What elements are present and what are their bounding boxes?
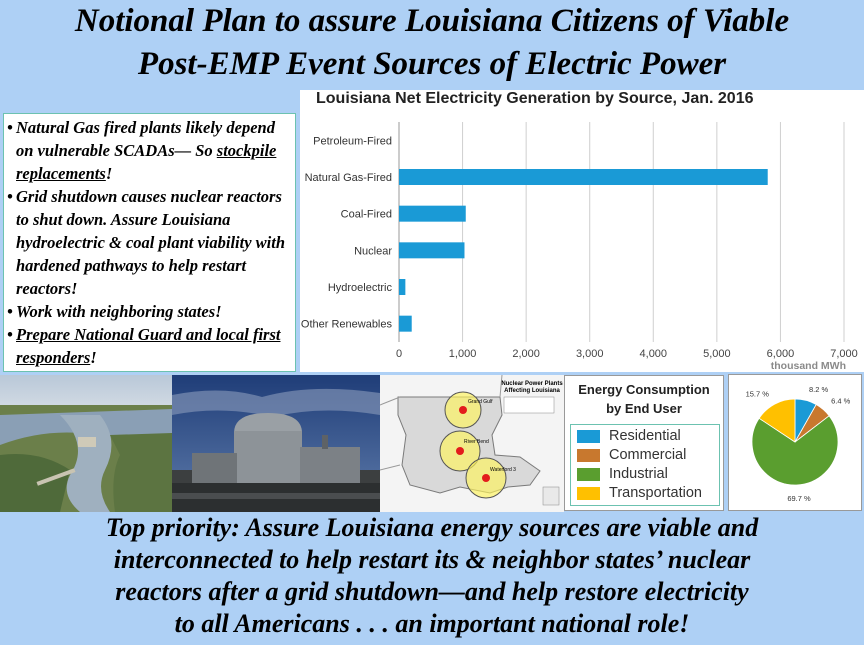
map-label-grand-gulf: Grand Gulf bbox=[468, 399, 493, 405]
category-label: Nuclear bbox=[354, 245, 392, 258]
river-aerial-image bbox=[0, 375, 172, 512]
consumption-legend-panel bbox=[564, 375, 724, 511]
consumption-legend bbox=[570, 424, 720, 506]
slide-title bbox=[0, 0, 864, 86]
legend-item-transportation: Transportation bbox=[577, 484, 719, 503]
stockpile-link: stockpile replacements bbox=[16, 141, 277, 183]
x-tick-label: 5,000 bbox=[703, 348, 731, 360]
bar bbox=[399, 169, 768, 185]
map-label-waterford: Waterford 3 bbox=[490, 467, 516, 473]
x-tick-label: 4,000 bbox=[639, 348, 668, 360]
map-title-line-1: Nuclear Power Plants bbox=[501, 381, 563, 387]
bullet-national-guard: • Prepare National Guard and local first responders! bbox=[7, 323, 291, 369]
bullet-grid-shutdown: • Grid shutdown causes nuclear reactors to shut down. Assure Louisiana hydroelectric & coal plant viability with hardened pathways to help restart reactors! bbox=[7, 185, 291, 300]
consumption-pie-panel bbox=[728, 374, 862, 511]
map-label-river-bend: River Bend bbox=[464, 439, 489, 445]
pie-label: 8.2 % bbox=[809, 384, 829, 394]
consumption-title: Energy Consumption by End User bbox=[578, 382, 710, 416]
consumption-pie-chart bbox=[729, 375, 861, 510]
category-label: Petroleum-Fired bbox=[313, 135, 392, 148]
swatch-residential bbox=[577, 430, 600, 443]
map-title-line-2: Affecting Louisiana bbox=[504, 388, 560, 394]
pie-label: 69.7 % bbox=[787, 494, 811, 503]
bar bbox=[399, 206, 466, 222]
swatch-transportation bbox=[577, 487, 600, 500]
priority-line-3: reactors after a grid shutdown—and help restore electricity bbox=[115, 577, 749, 606]
generation-bar-chart bbox=[300, 110, 864, 372]
nuclear-plant-photo bbox=[172, 375, 380, 512]
bullet-box bbox=[3, 113, 296, 372]
priority-line-2: interconnected to help restart its & neighbor states’ nuclear bbox=[113, 545, 751, 574]
priority-line-4: to all Americans . . . an important national role! bbox=[174, 609, 690, 638]
legend-item-industrial: Industrial bbox=[577, 465, 719, 484]
legend-item-commercial: Commercial bbox=[577, 446, 719, 465]
x-tick-label: 3,000 bbox=[575, 348, 604, 360]
x-tick-label: 2,000 bbox=[512, 348, 540, 360]
category-label: Coal-Fired bbox=[340, 208, 392, 221]
x-unit-label: thousand MWh bbox=[770, 360, 846, 372]
bullet-neighbor-states: • Work with neighboring states! bbox=[7, 300, 291, 323]
bar bbox=[399, 279, 405, 295]
legend-item-residential: Residential bbox=[577, 427, 719, 446]
category-label: Other Renewables bbox=[300, 318, 392, 331]
priority-line-1: Top priority: Assure Louisiana energy sources are viable and bbox=[105, 513, 759, 542]
bottom-priority-text bbox=[0, 512, 864, 640]
category-label: Natural Gas-Fired bbox=[304, 172, 392, 184]
swatch-commercial bbox=[577, 449, 600, 462]
category-label: Hydroelectric bbox=[327, 282, 392, 294]
chart-title: Louisiana Net Electricity Generation by Source, Jan. 2016 bbox=[316, 90, 754, 107]
pie-label: 6.4 % bbox=[831, 396, 851, 406]
pie-label: 15.7 % bbox=[745, 389, 769, 399]
river-aerial-photo bbox=[0, 375, 172, 512]
x-tick-label: 7,000 bbox=[830, 348, 858, 360]
nuclear-plants-map bbox=[380, 375, 564, 512]
bullet-list bbox=[7, 116, 291, 369]
x-tick-label: 1,000 bbox=[448, 348, 477, 360]
title-line-1: Notional Plan to assure Louisiana Citizens of Viable bbox=[74, 3, 790, 39]
louisiana-map-image bbox=[380, 375, 564, 512]
title-line-2: Post-EMP Event Sources of Electric Power bbox=[137, 46, 727, 82]
x-tick-label: 0 bbox=[395, 348, 403, 360]
swatch-industrial bbox=[577, 468, 600, 481]
bullet-gas-scada: • Natural Gas fired plants likely depend on vulnerable SCADAs— So stockpile replacements! bbox=[7, 116, 291, 185]
bar bbox=[399, 316, 412, 332]
bar bbox=[399, 242, 464, 258]
nuclear-plant-image bbox=[172, 375, 380, 512]
x-tick-label: 6,000 bbox=[766, 348, 795, 360]
